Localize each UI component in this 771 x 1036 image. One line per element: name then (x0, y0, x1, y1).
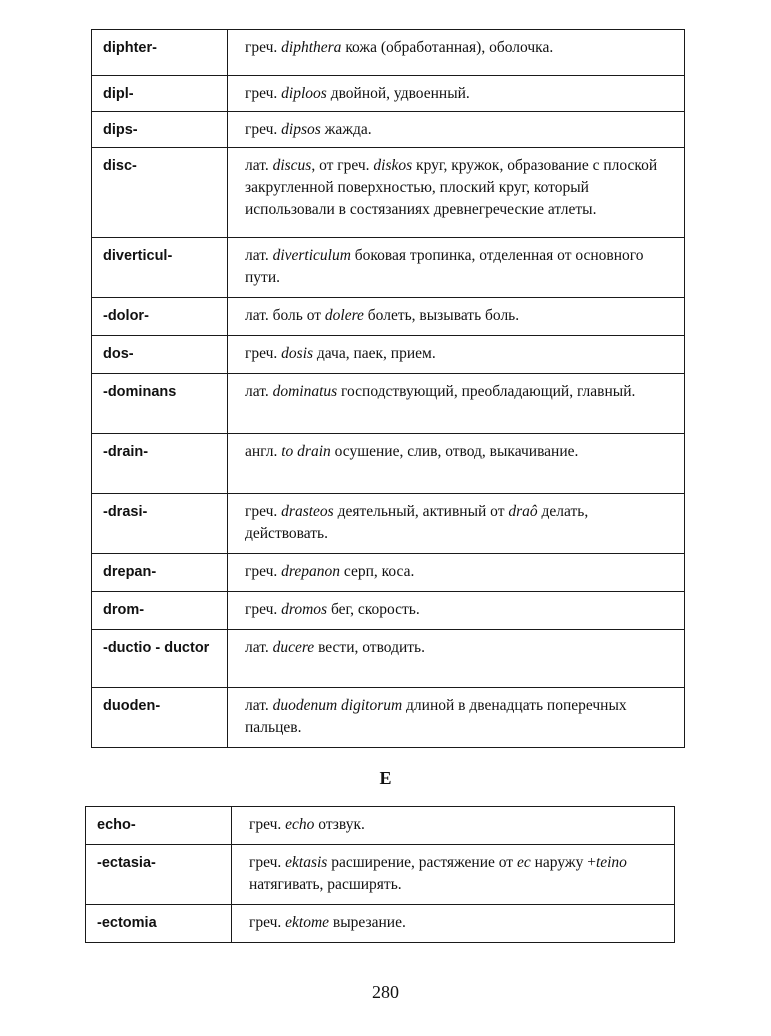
definition-cell (232, 905, 675, 943)
definition-text: круг, кружок, образование с плоской закругленной поверхностью, плоский круг, который использовали в состязаниях древнегреческие атлеты. (245, 157, 658, 218)
definition-text: болеть, вызывать боль. (363, 307, 520, 324)
term-cell: -ectomia (86, 905, 232, 943)
definition-cell (228, 374, 685, 434)
table-row (92, 494, 685, 554)
page-number: 280 (372, 982, 399, 1002)
source-word: duodenum digitorum (272, 697, 403, 714)
definition-text: длиной в двенадцать поперечных пальцев. (245, 697, 627, 736)
term-cell: dips- (92, 112, 228, 148)
definition-cell (228, 688, 685, 748)
language-label: греч. (245, 563, 278, 580)
term-cell: duoden- (92, 688, 228, 748)
definition-text: наружу + (530, 854, 596, 871)
language-label: греч. (245, 39, 278, 56)
source-word: diskos (373, 157, 413, 174)
definition-cell (228, 298, 685, 336)
definition-cell (228, 148, 685, 238)
definition-cell (228, 76, 685, 112)
language-label: греч. (245, 121, 278, 138)
language-label: греч. (245, 345, 278, 362)
table-row (92, 336, 685, 374)
definition-cell (228, 238, 685, 298)
term-cell: drepan- (92, 554, 228, 592)
source-word: diphthera (281, 39, 342, 56)
section-heading-letter: E (379, 768, 392, 788)
language-label: греч. (245, 85, 278, 102)
term-cell: -dolor- (92, 298, 228, 336)
definition-text: деятельный, активный от (333, 503, 509, 520)
definition-cell (232, 845, 675, 905)
source-word: drasteos (281, 503, 334, 520)
source-word: ektome (285, 914, 330, 931)
definition-text: кожа (обработанная), оболочка. (341, 39, 554, 56)
language-label: лат. (245, 383, 269, 400)
term-cell: -ductio - ductor (92, 630, 228, 688)
definition-cell (232, 807, 675, 845)
source-word: diverticulum (272, 247, 351, 264)
table-row (92, 148, 685, 238)
source-word: echo (285, 816, 315, 833)
table-row (92, 374, 685, 434)
source-word: diploos (281, 85, 327, 102)
definition-cell (228, 494, 685, 554)
language-label: греч. (245, 601, 278, 618)
source-word: ec (516, 854, 531, 871)
table-row (92, 630, 685, 688)
definition-cell (228, 112, 685, 148)
source-word: dominatus (272, 383, 338, 400)
table-row (92, 238, 685, 298)
language-label: греч. (249, 854, 282, 871)
definition-text: дача, паек, прием. (313, 345, 436, 362)
definition-text: отзвук. (314, 816, 365, 833)
table-row (86, 905, 675, 943)
term-cell: drom- (92, 592, 228, 630)
language-label: греч. (249, 816, 282, 833)
term-cell: dos- (92, 336, 228, 374)
source-word: discus (272, 157, 312, 174)
source-word: dromos (281, 601, 328, 618)
source-word: draô (508, 503, 538, 520)
definition-cell (228, 30, 685, 76)
dictionary-table-d (91, 29, 685, 748)
source-word: dosis (281, 345, 314, 362)
definition-text: натягивать, расширять. (249, 876, 402, 893)
table-row (92, 592, 685, 630)
definition-cell (228, 336, 685, 374)
source-word: drepanon (281, 563, 340, 580)
term-cell: disc- (92, 148, 228, 238)
language-label: лат. (245, 697, 269, 714)
definition-text: вести, отводить. (314, 639, 425, 656)
definition-text: , от греч. (311, 157, 374, 174)
definition-text: вырезание. (329, 914, 406, 931)
term-cell: diphter- (92, 30, 228, 76)
source-word: teino (595, 854, 627, 871)
definition-text: расширение, растяжение от (327, 854, 517, 871)
term-cell: echo- (86, 807, 232, 845)
definition-text: жажда. (320, 121, 372, 138)
term-cell: -dominans (92, 374, 228, 434)
source-word: dolere (324, 307, 364, 324)
table-row (92, 30, 685, 76)
definition-text: делать, действовать. (245, 503, 589, 542)
table-row (92, 112, 685, 148)
table-row (92, 76, 685, 112)
definition-text: боковая тропинка, отделенная от основного пути. (245, 247, 644, 286)
definition-cell (228, 434, 685, 494)
term-cell: -ectasia- (86, 845, 232, 905)
source-word: to drain (281, 443, 331, 460)
definition-text: двойной, удвоенный. (326, 85, 470, 102)
definition-cell (228, 592, 685, 630)
language-label: лат. (245, 639, 269, 656)
table-row (92, 298, 685, 336)
definition-cell (228, 630, 685, 688)
term-cell: dipl- (92, 76, 228, 112)
source-word: ektasis (285, 854, 328, 871)
definition-text: серп, коса. (340, 563, 415, 580)
term-cell: -drain- (92, 434, 228, 494)
language-label: англ. (245, 443, 278, 460)
language-label: лат. (245, 157, 269, 174)
definition-cell (228, 554, 685, 592)
dictionary-table-e (85, 806, 675, 943)
table-row (92, 688, 685, 748)
definition-text: господствующий, преобладающий, главный. (337, 383, 636, 400)
table-row (86, 845, 675, 905)
source-word: dipsos (281, 121, 321, 138)
term-cell: -drasi- (92, 494, 228, 554)
table-row (86, 807, 675, 845)
language-label: лат. (245, 247, 269, 264)
table-row (92, 554, 685, 592)
definition-text: боль от (272, 307, 325, 324)
source-word: ducere (272, 639, 315, 656)
language-label: греч. (245, 503, 278, 520)
table-row (92, 434, 685, 494)
language-label: лат. (245, 307, 269, 324)
definition-text: осушение, слив, отвод, выкачивание. (330, 443, 579, 460)
term-cell: diverticul- (92, 238, 228, 298)
definition-text: бег, скорость. (327, 601, 420, 618)
language-label: греч. (249, 914, 282, 931)
table-body (86, 807, 675, 943)
table-body (92, 30, 685, 748)
